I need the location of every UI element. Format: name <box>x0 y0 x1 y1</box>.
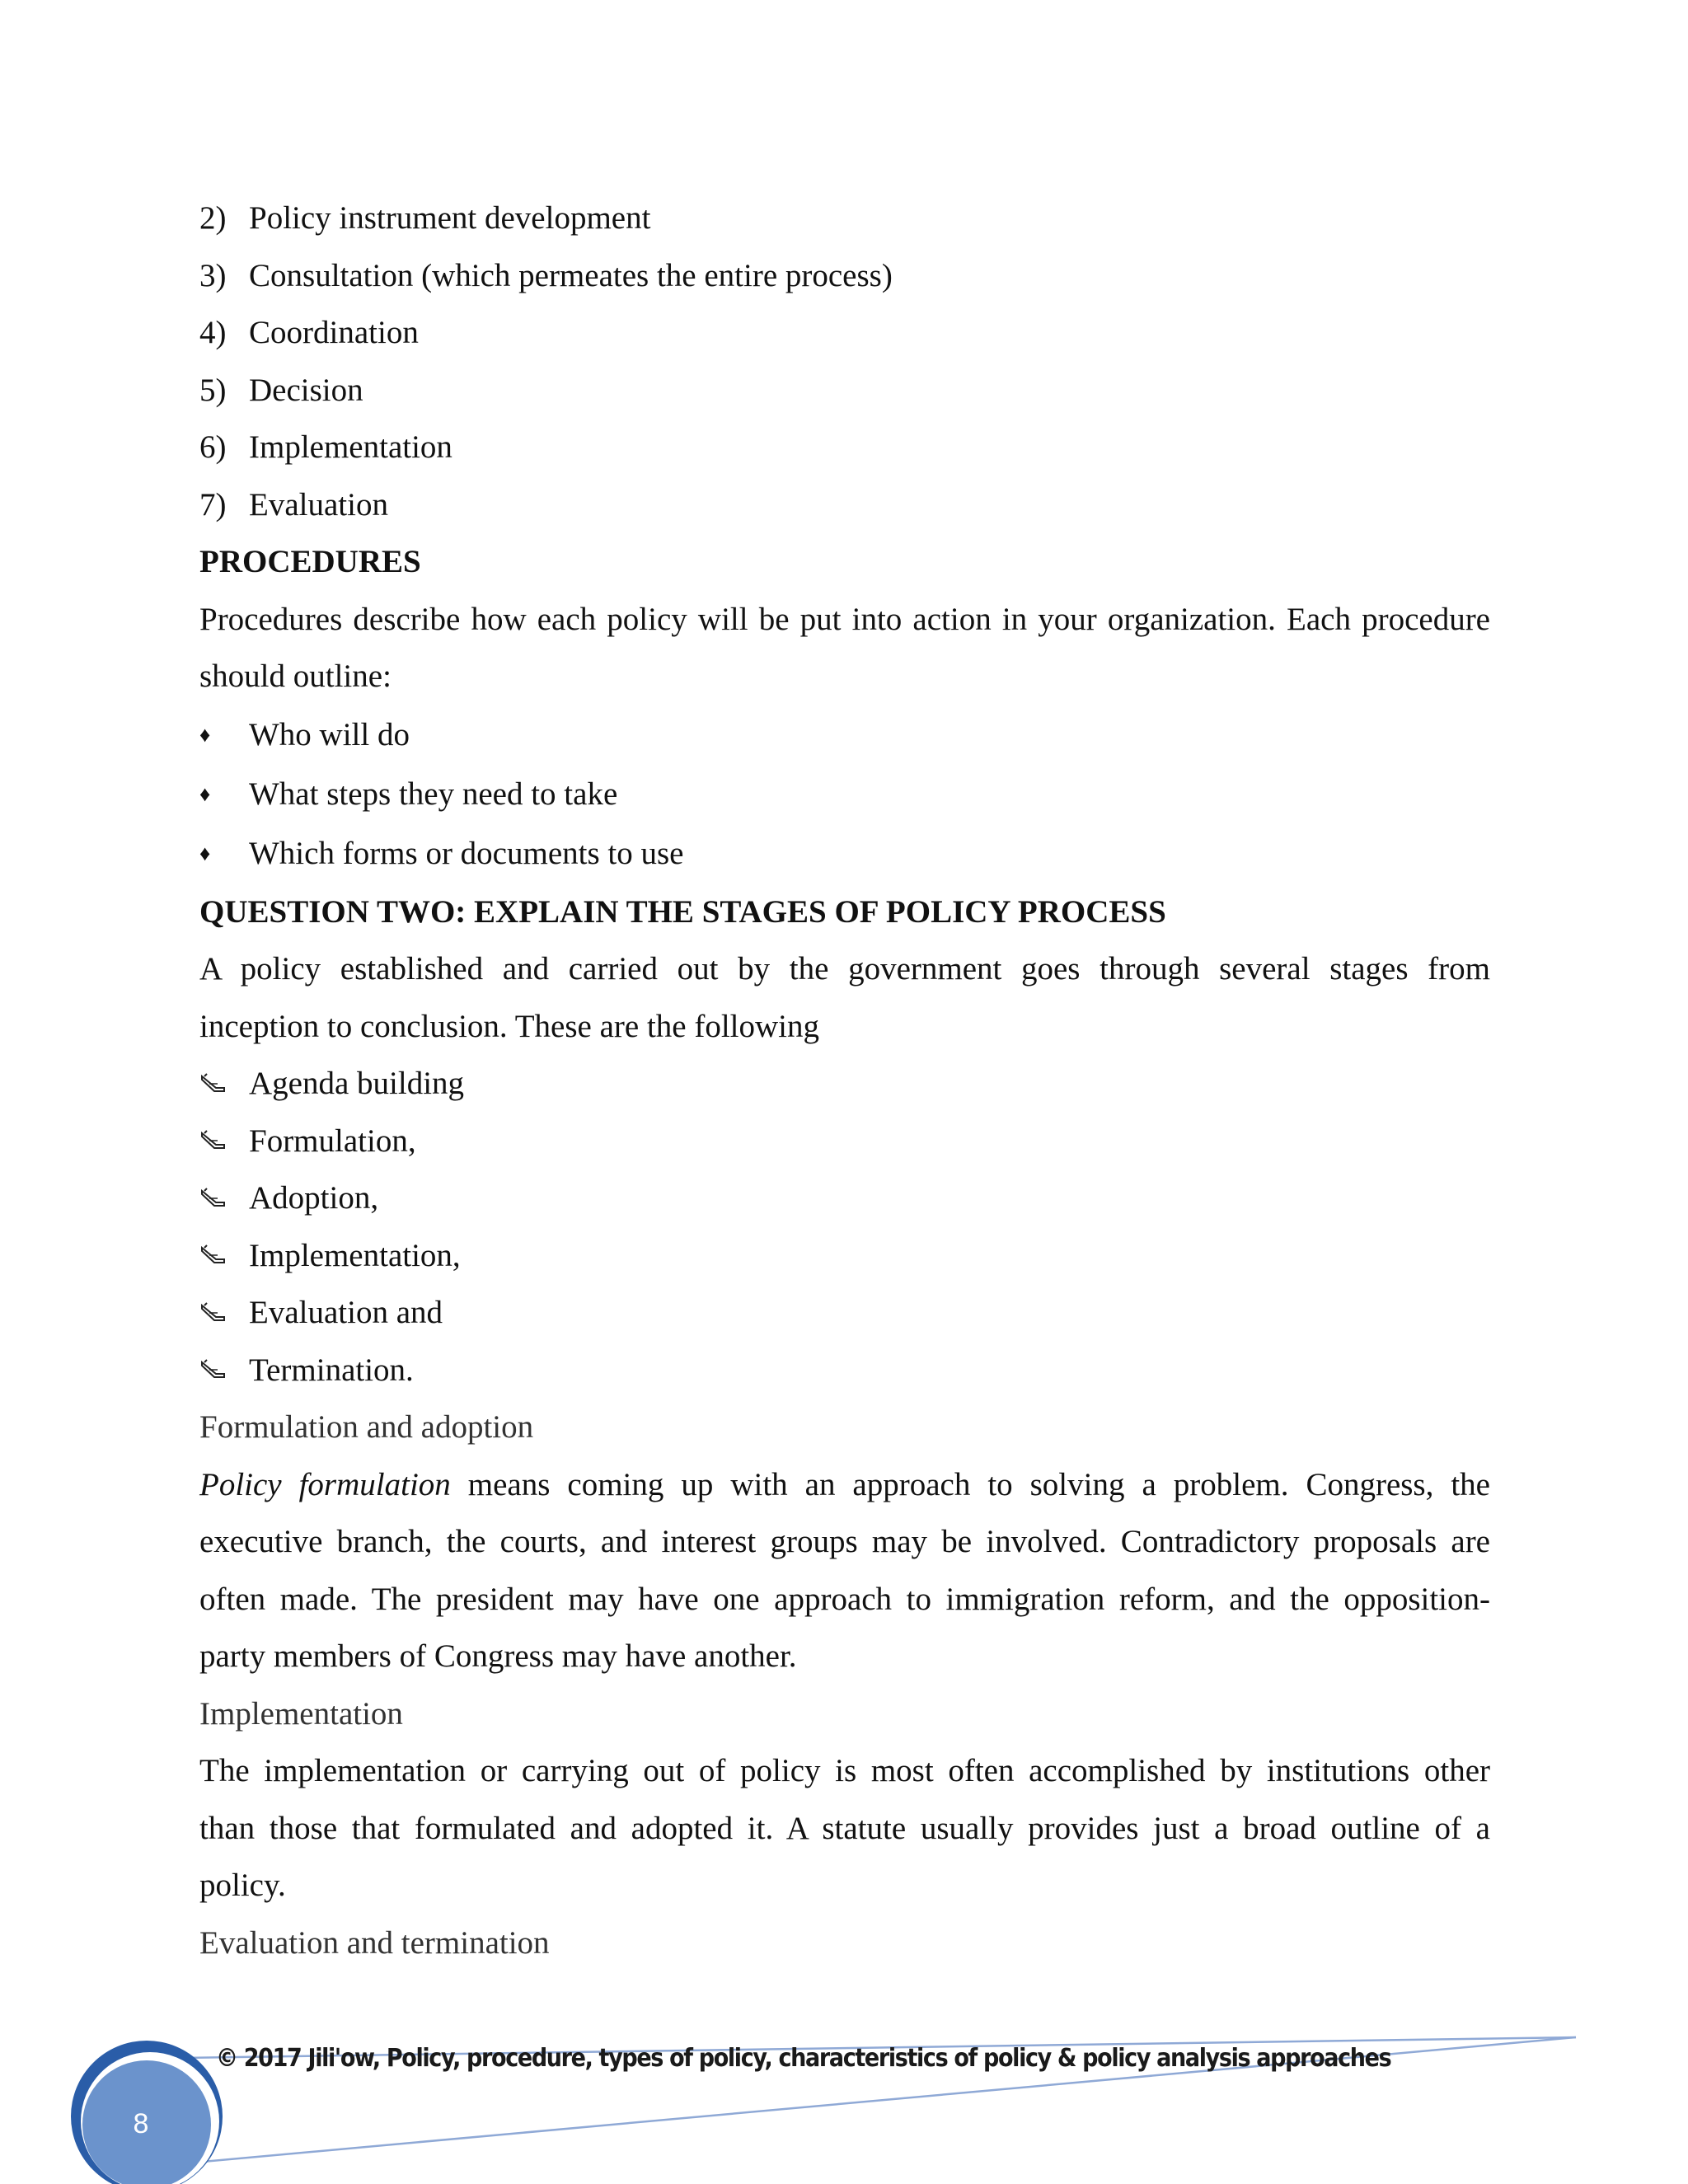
footer-copyright: © 2017 Jili'ow, Policy, procedure, types of policy, characteristics of policy & policy analysis approaches <box>216 2044 1391 2073</box>
diamond-bullet-icon: ♦ <box>199 841 211 865</box>
list-item: 3) Consultation (which permeates the entire process) <box>199 257 893 293</box>
question-two-heading: QUESTION TWO: EXPLAIN THE STAGES OF POLICY PROCESS <box>199 893 1166 930</box>
formulation-subheading: Formulation and adoption <box>199 1409 534 1445</box>
question-two-intro: A policy established and carried out by the government goes through several stages from inception to conclusion. These are the following <box>199 951 1490 1044</box>
policy-formulation-term: Policy formulation <box>199 1466 451 1502</box>
list-item: ♦ Which forms or documents to use <box>199 824 1490 883</box>
list-item: Formulation, <box>199 1113 1490 1170</box>
list-item: 7) Evaluation <box>199 486 388 523</box>
list-item: 6) Implementation <box>199 429 452 465</box>
implementation-paragraph: The implementation or carrying out of policy is most often accomplished by institutions other than those that formulated and adopted it. A statute usually provides just a broad outline of a policy. <box>199 1753 1490 1903</box>
formulation-paragraph: Policy formulation means coming up with an approach to solving a problem. Congress, the executive branch, the courts, and interest groups may be involved. Contradictory proposals are often made. The president may have one approach to immigration reform, and the opposition- party members of Congress may have another. <box>199 1466 1490 1674</box>
procedures-intro: Procedures describe how each policy will be put into action in your organization. Each procedure should outline: <box>199 601 1490 694</box>
diamond-bullet-icon: ♦ <box>199 722 211 747</box>
evaluation-subheading: Evaluation and termination <box>199 1924 550 1961</box>
list-item: ♦ Who will do <box>199 705 1490 765</box>
procedures-heading: PROCEDURES <box>199 544 421 579</box>
list-item: Agenda building <box>199 1055 1490 1113</box>
list-item: 4) Coordination <box>199 315 419 350</box>
list-item: 2) Policy instrument development <box>199 200 651 236</box>
implementation-subheading: Implementation <box>199 1695 403 1732</box>
list-item: ♦ What steps they need to take <box>199 765 1490 824</box>
list-item: Adoption, <box>199 1169 1490 1227</box>
page-number: 8 <box>133 2108 149 2139</box>
diamond-bullet-icon: ♦ <box>199 781 211 806</box>
list-item: 5) Decision <box>199 372 363 408</box>
list-item: Evaluation and <box>199 1284 1490 1342</box>
list-item: Implementation, <box>199 1227 1490 1285</box>
list-item: Termination. <box>199 1342 1490 1399</box>
